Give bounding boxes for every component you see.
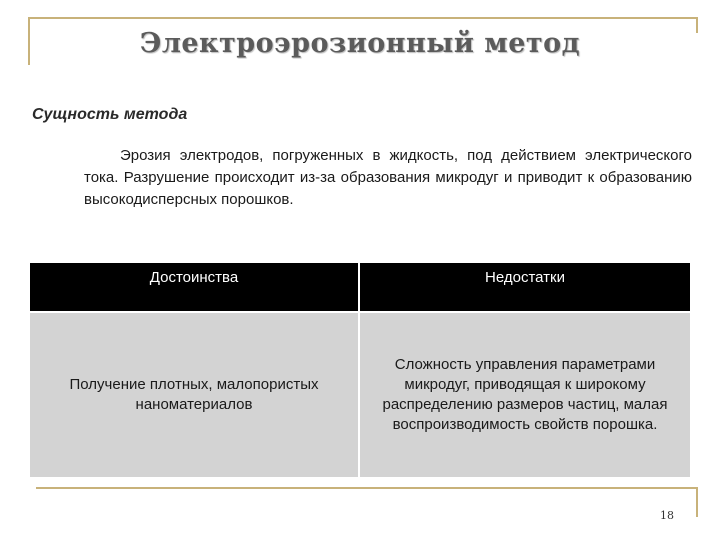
slide-subtitle: Сущность метода bbox=[32, 106, 188, 123]
comparison-table bbox=[30, 263, 690, 477]
table-cell-advantages: Получение плотных, малопористых наноматериалов bbox=[30, 313, 358, 477]
top-frame-line bbox=[28, 17, 697, 19]
table-header-disadvantages: Недостатки bbox=[360, 263, 690, 311]
bottom-frame-line bbox=[36, 487, 696, 489]
page-number: 18 bbox=[660, 509, 674, 522]
table-header-advantages: Достоинства bbox=[30, 263, 358, 311]
bottom-right-frame-line bbox=[696, 487, 698, 517]
table-cell-disadvantages: Сложность управления параметрами микродуг, приводящая к широкому распределению размеров частиц, малая воспроизводимость свойств порошка. bbox=[360, 313, 690, 477]
slide-title: Электроэрозионный метод bbox=[139, 28, 581, 59]
method-description: Эрозия электродов, погруженных в жидкость, под действием электрического тока. Разрушение происходит из-за образования микродуг и приводит к образованию высокодисперсных порошков. bbox=[84, 147, 692, 208]
